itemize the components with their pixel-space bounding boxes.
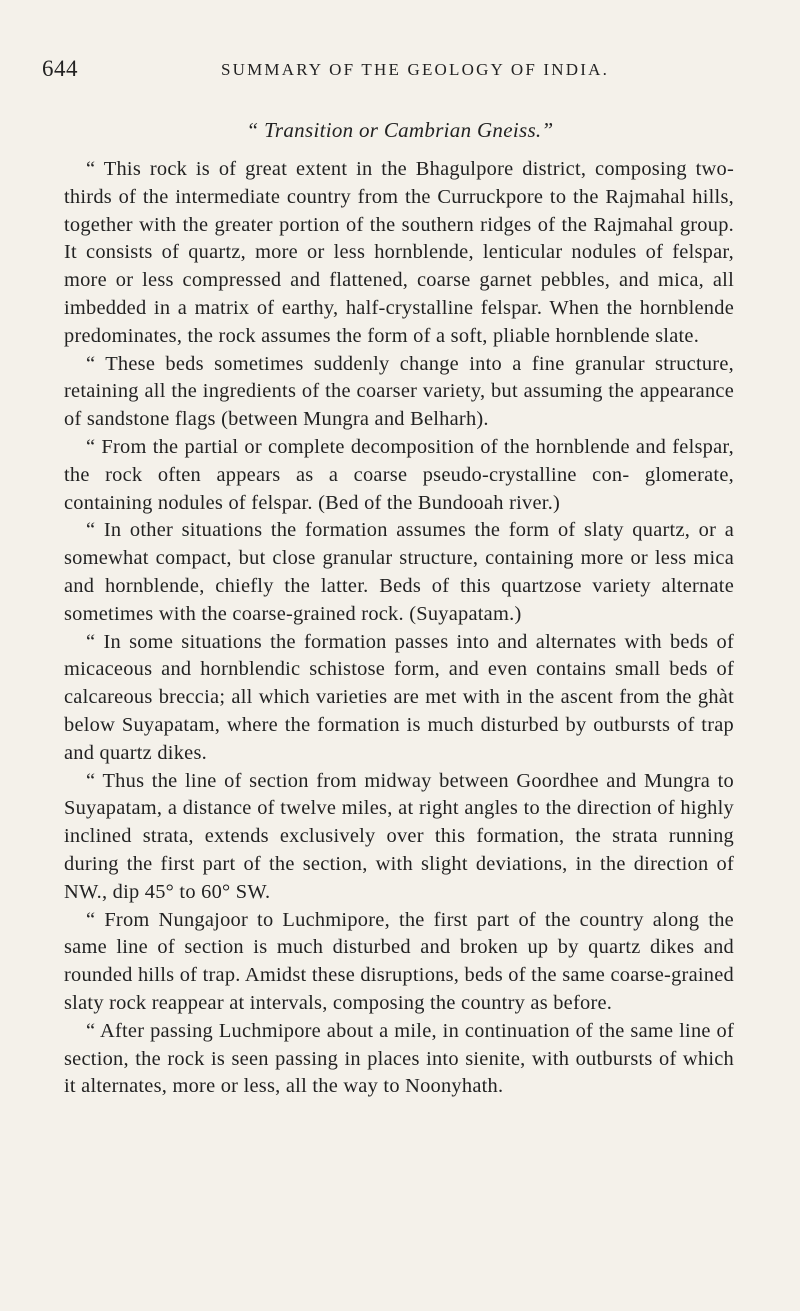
paragraph-2: “ These beds sometimes suddenly change into a fine granular structure, retaining all the ingredients of the coarser variety, but assuming the appearance of sandstone flags (between Mungra and Belharh).: [64, 352, 734, 431]
paragraph-3: “ From the partial or complete decomposition of the hornblende and felspar, the rock often appears as a coarse pseudo-crystalline con- glomerate, containing nodules of felspar. (Bed of the Bundooah river.): [64, 435, 734, 514]
body-text: [64, 156, 734, 1101]
page-header: [42, 56, 758, 86]
paragraph-8: “ After passing Luchmipore about a mile, in continuation of the same line of section, the rock is seen passing in places into sienite, with outbursts of which it alternates, more or less, all the way to Noonyhath.: [64, 1019, 734, 1098]
paragraph-4: “ In other situations the formation assumes the form of slaty quartz, or a somewhat compact, but close granular structure, containing more or less mica and hornblende, chiefly the latter. Beds of this quartzose variety alternate sometimes with the coarse-grained rock. (Suyapatam.): [64, 519, 734, 625]
section-heading: “ Transition or Cambrian Gneiss.”: [246, 118, 554, 142]
paragraph-6: “ Thus the line of section from midway between Goordhee and Mungra to Suyapatam, a distance of twelve miles, at right angles to the direction of highly inclined strata, extends exclusively over this formation, the strata running during the first part of the section, with slight deviations, in the direction of NW., dip 45° to 60° SW.: [64, 769, 734, 903]
running-head: SUMMARY OF THE GEOLOGY OF INDIA.: [220, 60, 610, 79]
paragraph-5: “ In some situations the formation passes into and alternates with beds of micaceous and hornblendic schistose form, and even contains small beds of calcareous breccia; all which varieties are met with in the ascent from the ghàt below Suyapatam, where the formation is much disturbed by outbursts of trap and quartz dikes.: [64, 630, 734, 764]
page-number: 644: [42, 56, 78, 81]
paragraph-1: “ This rock is of great extent in the Bhagulpore district, composing two-thirds of the intermediate country from the Curruckpore to the Rajmahal hills, together with the greater portion of the southern ridges of the Rajmahal group. It consists of quartz, more or less hornblende, lenticular nodules of felspar, more or less compressed and flattened, coarse garnet pebbles, and mica, all imbedded in a matrix of earthy, half-crystalline felspar. When the hornblende predominates, the rock assumes the form of a soft, pliable hornblende slate.: [64, 158, 734, 347]
paragraph-7: “ From Nungajoor to Luchmipore, the first part of the country along the same line of section is much disturbed and broken up by quartz dikes and rounded hills of trap. Amidst these disruptions, beds of the same coarse-grained slaty rock reappear at intervals, composing the country as before.: [64, 908, 734, 1014]
